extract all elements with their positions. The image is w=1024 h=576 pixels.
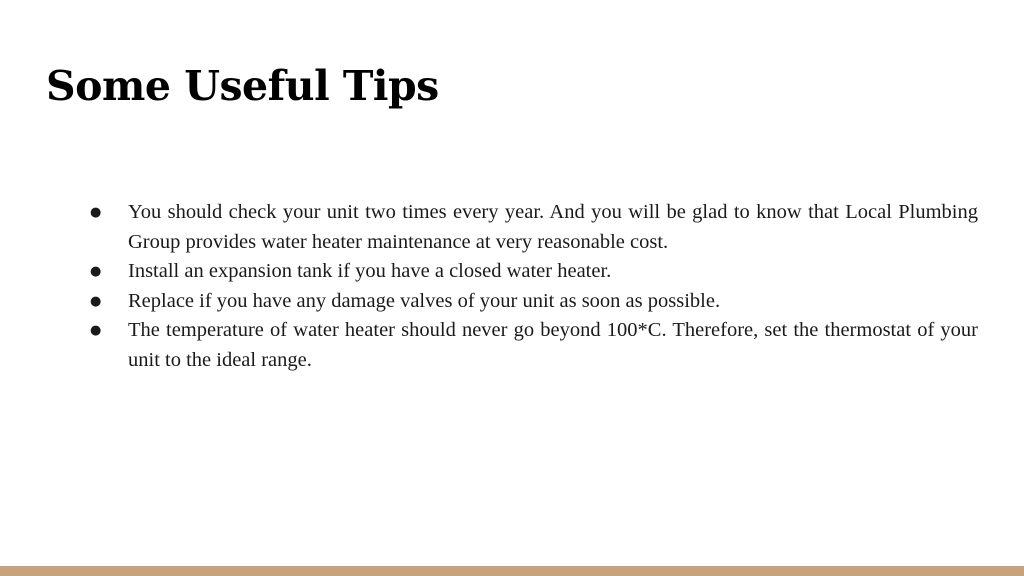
bullet-icon: ● bbox=[90, 205, 102, 220]
tip-text: Replace if you have any damage valves of your unit as soon as possible. bbox=[128, 289, 721, 312]
footer-accent-bar bbox=[0, 566, 1024, 576]
bullet-icon: ● bbox=[90, 293, 102, 309]
bullet-icon: ● bbox=[90, 264, 102, 279]
tips-list bbox=[90, 198, 978, 375]
tip-text: You should check your unit two times every year. And you will be glad to know that Local Plumbing Group provides water heater maintenance at very reasonable cost. bbox=[128, 201, 978, 253]
tip-item bbox=[90, 287, 978, 317]
tip-item bbox=[90, 198, 978, 257]
tip-text: Install an expansion tank if you have a closed water heater. bbox=[128, 260, 612, 282]
tip-text: The temperature of water heater should never go beyond 100*C. Therefore, set the thermostat of your unit to the ideal range. bbox=[128, 319, 978, 371]
bullet-icon: ● bbox=[90, 323, 102, 338]
tip-item bbox=[90, 316, 978, 375]
tip-item bbox=[90, 257, 978, 287]
slide-title: Some Useful Tips bbox=[46, 62, 439, 110]
